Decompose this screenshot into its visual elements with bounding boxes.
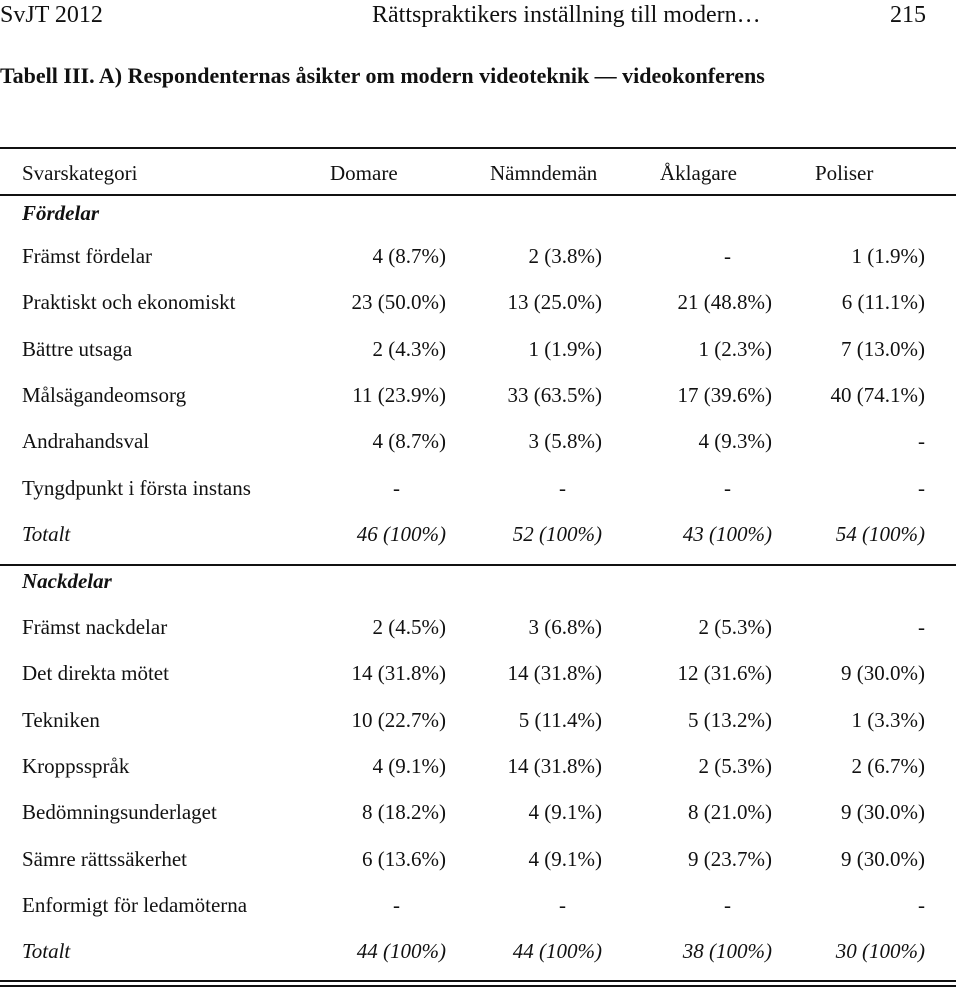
table-row: [0, 653, 956, 693]
row-label: Praktiskt och ekonomiskt: [22, 290, 236, 315]
table-cell: 23 (50.0%): [351, 290, 446, 315]
table-cell: -: [918, 429, 925, 454]
table-cell: -: [918, 892, 925, 917]
table-cell: 43 (100%): [682, 521, 772, 546]
table-header-row: [0, 153, 956, 193]
table-cell: 21 (48.8%): [677, 290, 772, 315]
table-cell: 44 (100%): [356, 939, 446, 964]
column-header-aklagare: Åklagare: [660, 161, 737, 185]
table-cell: 9 (23.7%): [688, 846, 772, 871]
table-cell: 4 (8.7%): [372, 429, 446, 454]
row-label: Sämre rättssäkerhet: [22, 846, 188, 871]
section-heading-nackdelar: [0, 561, 956, 601]
table-cell: -: [393, 892, 400, 917]
table-cell: 2 (5.3%): [698, 615, 772, 639]
table-cell: 6 (13.6%): [362, 846, 446, 871]
table-cell: -: [918, 475, 925, 500]
table-cell: 14 (31.8%): [507, 753, 602, 778]
table-cell: -: [559, 892, 566, 917]
table-cell: 9 (30.0%): [841, 846, 925, 871]
row-label: Tyngdpunkt i första instans: [22, 475, 251, 500]
row-label: Det direkta mötet: [22, 661, 169, 686]
column-header-svarskategori: Svarskategori: [22, 161, 138, 185]
table-cell: 7 (13.0%): [841, 336, 925, 361]
table-row: [0, 746, 956, 786]
row-label: Enformigt för ledamöterna: [22, 892, 248, 917]
table-cell: 33 (63.5%): [507, 382, 602, 407]
table-cell: 52 (100%): [512, 521, 602, 546]
row-label: Kroppsspråk: [22, 753, 130, 778]
table-row: [0, 700, 956, 740]
table-cell: 1 (2.3%): [698, 336, 772, 361]
total-row: [0, 514, 956, 554]
table-cell: 4 (9.1%): [372, 753, 446, 778]
table-cell: 13 (25.0%): [507, 290, 602, 315]
table-row: [0, 468, 956, 508]
table-cell: 8 (18.2%): [362, 800, 446, 825]
table-cell: -: [724, 475, 731, 500]
table-cell: 4 (9.1%): [528, 846, 602, 871]
table-cell: 2 (4.3%): [372, 336, 446, 361]
table-cell: 40 (74.1%): [830, 382, 925, 407]
table-row: [0, 607, 956, 647]
row-label: Bättre utsaga: [22, 336, 133, 361]
column-header-namndeman: Nämndemän: [490, 161, 598, 185]
table-cell: 2 (4.5%): [372, 615, 446, 639]
table-cell: 12 (31.6%): [677, 661, 772, 686]
total-label: Totalt: [22, 939, 71, 964]
table-cell: 5 (13.2%): [688, 707, 772, 732]
table-cell: 6 (11.1%): [841, 290, 925, 315]
row-label: Tekniken: [22, 707, 100, 732]
table-bottom-rule: [0, 980, 956, 982]
section-title: Fördelar: [22, 201, 100, 225]
table-cell: 4 (8.7%): [372, 244, 446, 268]
table-cell: 3 (5.8%): [528, 429, 602, 454]
table-cell: 8 (21.0%): [688, 800, 772, 825]
table-cell: 14 (31.8%): [507, 661, 602, 686]
page-number: 215: [890, 2, 926, 28]
table-row: [0, 421, 956, 461]
table-cell: -: [393, 475, 400, 500]
article-short-title: Rättspraktikers inställning till modern…: [372, 2, 761, 28]
table-row: [0, 329, 956, 369]
table-cell: -: [724, 892, 731, 917]
table-cell: 46 (100%): [356, 521, 446, 546]
table-cell: 38 (100%): [682, 939, 772, 964]
table-cell: 5 (11.4%): [518, 707, 602, 732]
table-row: [0, 792, 956, 832]
table-cell: -: [918, 615, 925, 639]
total-label: Totalt: [22, 521, 71, 546]
table-cell: 30 (100%): [835, 939, 925, 964]
table-cell: 2 (6.7%): [851, 753, 925, 778]
section-title: Nackdelar: [22, 569, 112, 593]
table-row: [0, 885, 956, 925]
table-cell: 1 (1.9%): [528, 336, 602, 361]
table-cell: 9 (30.0%): [841, 661, 925, 686]
table-row: [0, 282, 956, 322]
column-header-poliser: Poliser: [815, 161, 874, 185]
table-cell: 54 (100%): [835, 521, 925, 546]
total-row: [0, 931, 956, 971]
table-caption: Tabell III. A) Respondenternas åsikter om modern videoteknik — videokonferens: [0, 63, 765, 88]
table-cell: -: [559, 475, 566, 500]
table-cell: 1 (3.3%): [851, 707, 925, 732]
row-label: Bedömningsunderlaget: [22, 800, 217, 825]
table-cell: 4 (9.1%): [528, 800, 602, 825]
table-cell: 10 (22.7%): [351, 707, 446, 732]
table-cell: 11 (23.9%): [352, 382, 446, 407]
table-row: [0, 236, 956, 276]
table-cell: 44 (100%): [512, 939, 602, 964]
table-cell: 14 (31.8%): [351, 661, 446, 686]
row-label: Målsägandeomsorg: [22, 382, 187, 407]
row-label: Andrahandsval: [22, 429, 150, 454]
row-label: Främst nackdelar: [22, 615, 168, 639]
table-cell: 2 (5.3%): [698, 753, 772, 778]
journal-name: SvJT 2012: [0, 2, 103, 28]
table-cell: 4 (9.3%): [698, 429, 772, 454]
column-header-domare: Domare: [330, 161, 398, 185]
table-row: [0, 375, 956, 415]
table-cell: 17 (39.6%): [677, 382, 772, 407]
running-head: [0, 0, 930, 32]
table-cell: 1 (1.9%): [851, 244, 925, 268]
table-cell: -: [724, 244, 731, 268]
table-top-rule: [0, 147, 956, 149]
row-label: Främst fördelar: [22, 244, 153, 268]
table-cell: 2 (3.8%): [528, 244, 602, 268]
table-row: [0, 839, 956, 879]
table-cell: 9 (30.0%): [841, 800, 925, 825]
table-cell: 3 (6.8%): [528, 615, 602, 639]
section-heading-fordelar: [0, 193, 956, 233]
